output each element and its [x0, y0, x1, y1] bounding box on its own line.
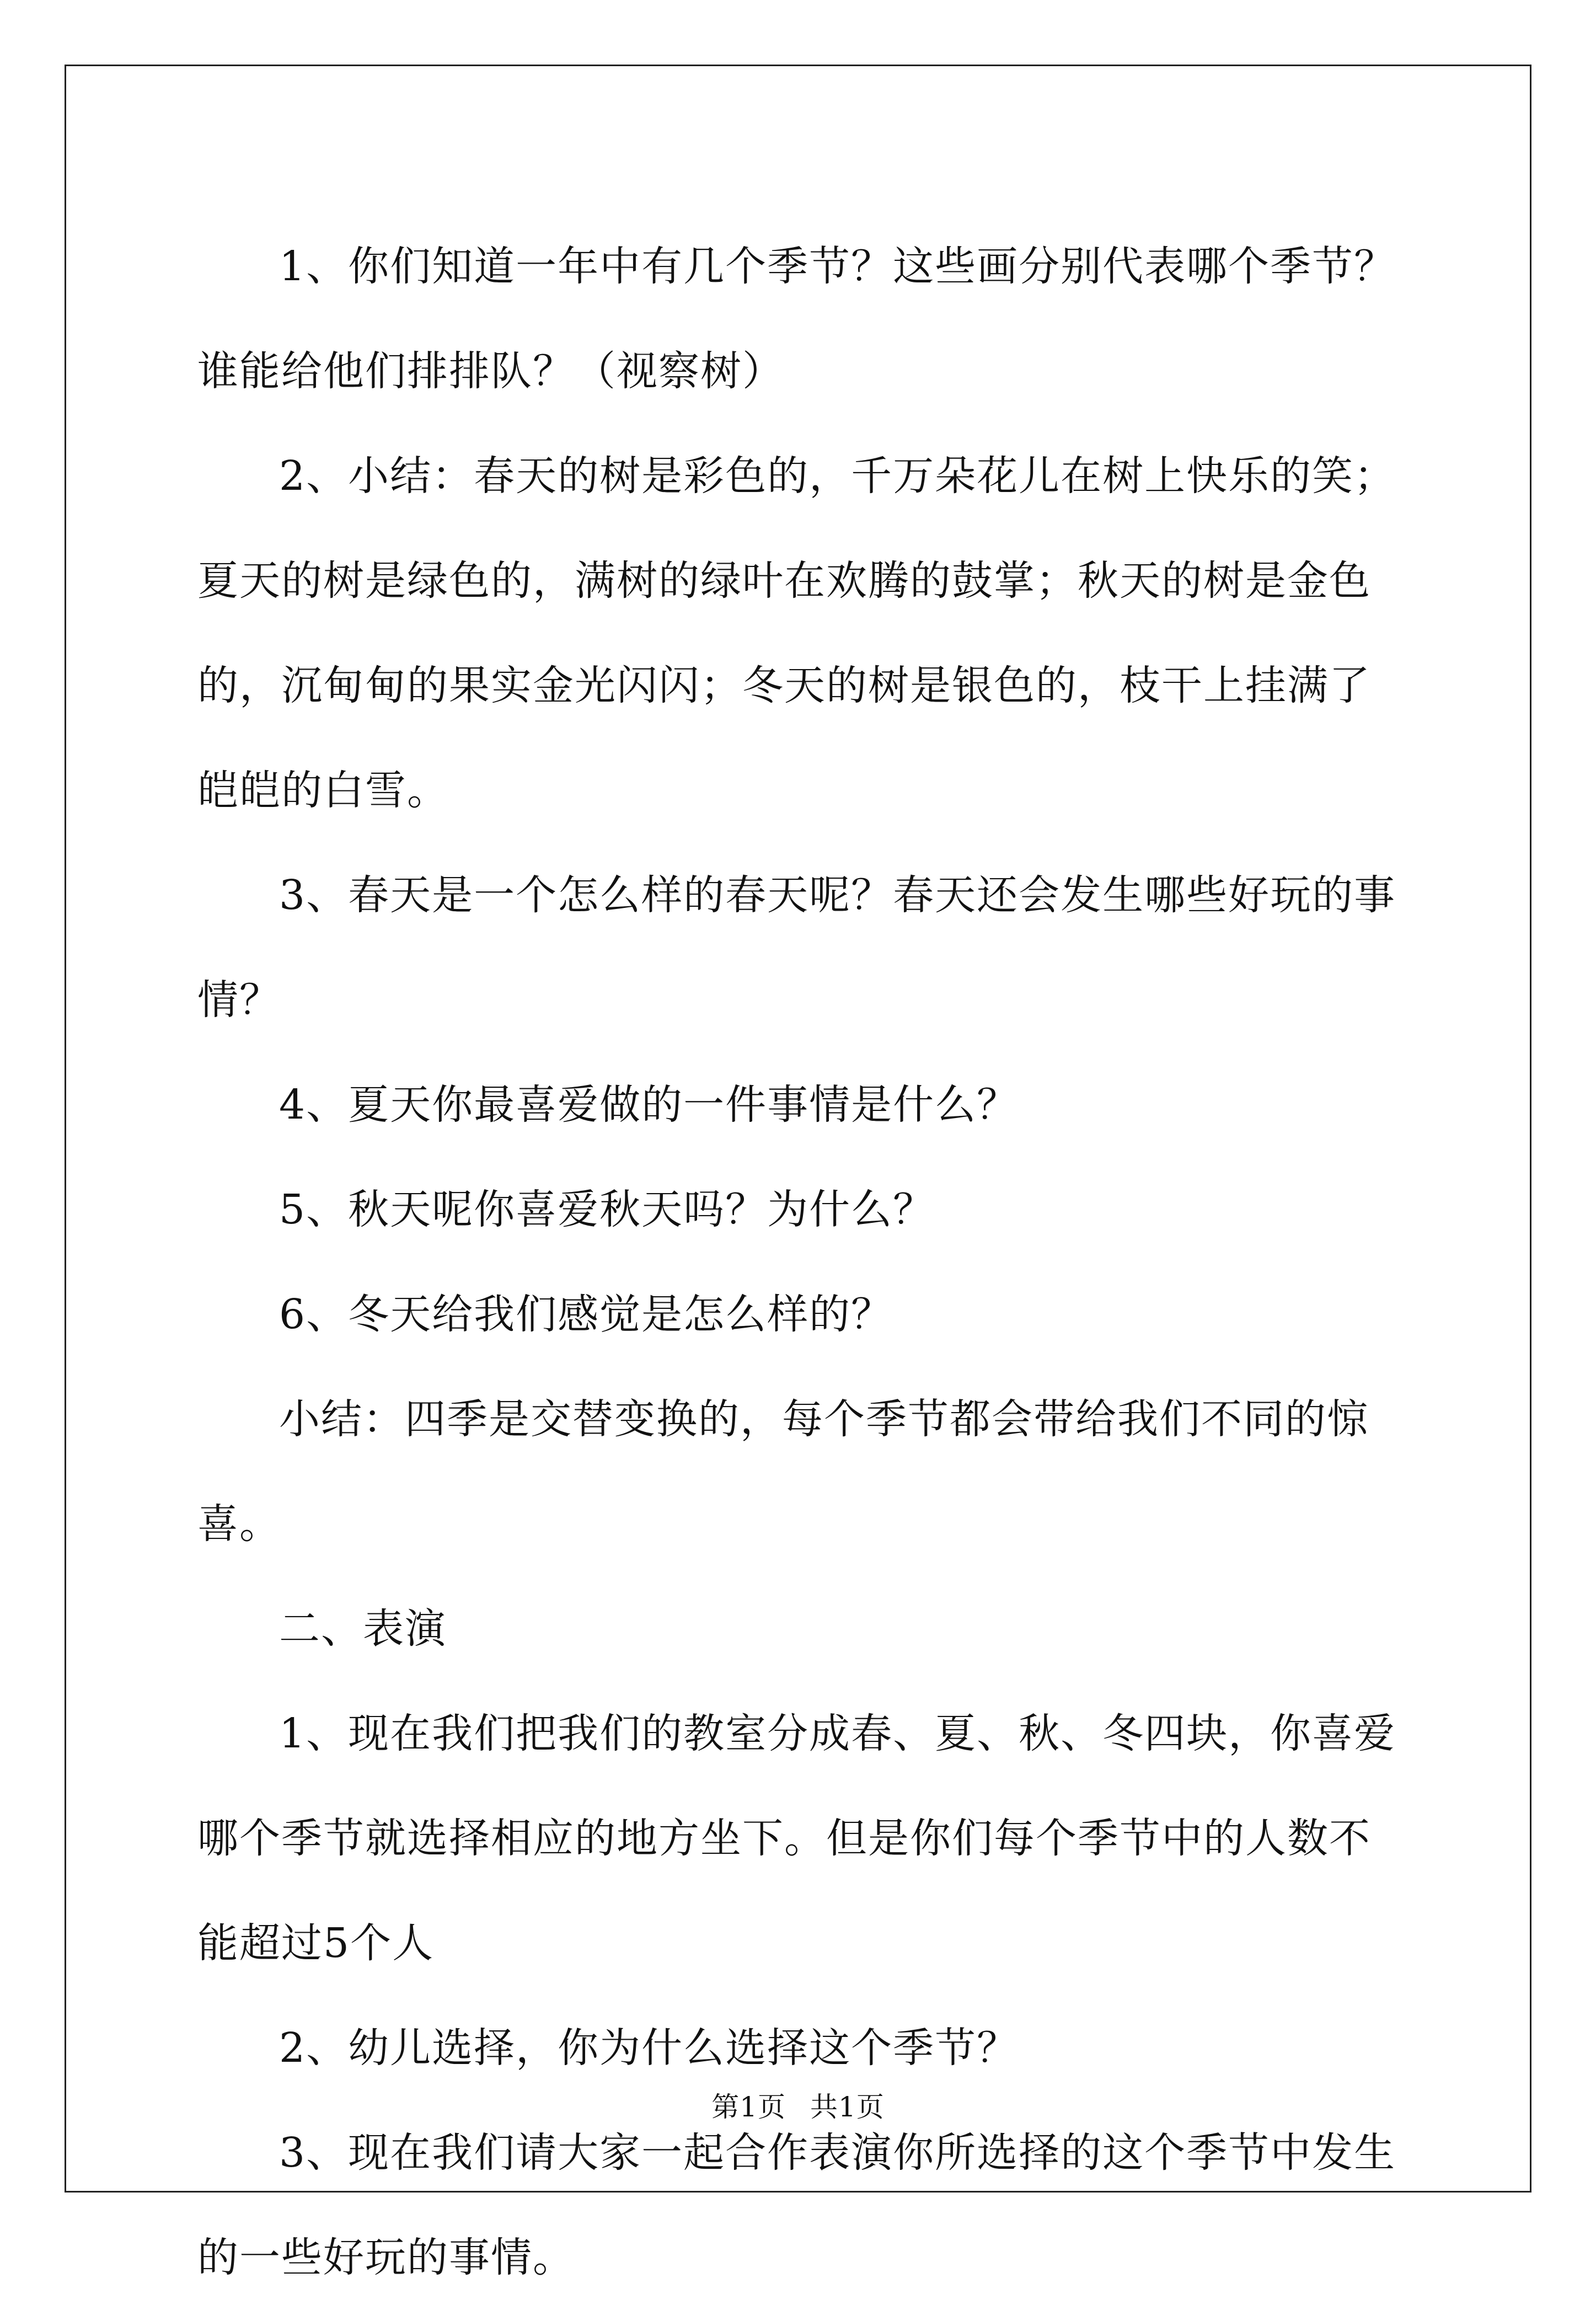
- page-footer: [0, 2090, 1596, 2124]
- paragraph-summary-four-seasons: 小结：四季是交替变换的，每个季节都会带给我们不同的惊喜。: [197, 1395, 1369, 1548]
- paragraph-children-choose: 2、幼儿选择，你为什么选择这个季节？: [279, 2024, 1019, 2072]
- paragraph-question-autumn: 5、秋天呢你喜爱秋天吗？为什么？: [279, 1186, 935, 1233]
- paragraph-question-spring: 3、春天是一个怎么样的春天呢？春天还会发生哪些好玩的事情？: [197, 871, 1396, 1024]
- paragraph-group-performance: 3、现在我们请大家一起合作表演你所选择的这个季节中发生的一些好玩的事情。: [197, 2129, 1396, 2281]
- paragraph-question-winter: 6、冬天给我们感觉是怎么样的？: [279, 1291, 893, 1338]
- document-body: [197, 214, 1411, 2310]
- paragraph-question-summer: 4、夏天你最喜爱做的一件事情是什么？: [279, 1081, 1019, 1129]
- paragraph-question-seasons: 1、你们知道一年中有几个季节？这些画分别代表哪个季节？谁能给他们排排队？（视察树）: [197, 243, 1396, 395]
- paragraph-summary-trees: 2、小结：春天的树是彩色的，千万朵花儿在树上快乐的笑；夏天的树是绿色的，满树的绿叶在欢腾的鼓掌；秋天的树是金色的，沉甸甸的果实金光闪闪；冬天的树是银色的，枝干上挂满了皑皑的白雪。: [197, 452, 1396, 814]
- total-pages: 共1页: [810, 2091, 885, 2123]
- section-heading-performance: 二、表演: [279, 1605, 447, 1653]
- page-number: 第1页: [711, 2091, 786, 2123]
- paragraph-classroom-division: 1、现在我们把我们的教室分成春、夏、秋、冬四块，你喜爱哪个季节就选择相应的地方坐下。但是你们每个季节中的人数不能超过5个人: [197, 1710, 1396, 1967]
